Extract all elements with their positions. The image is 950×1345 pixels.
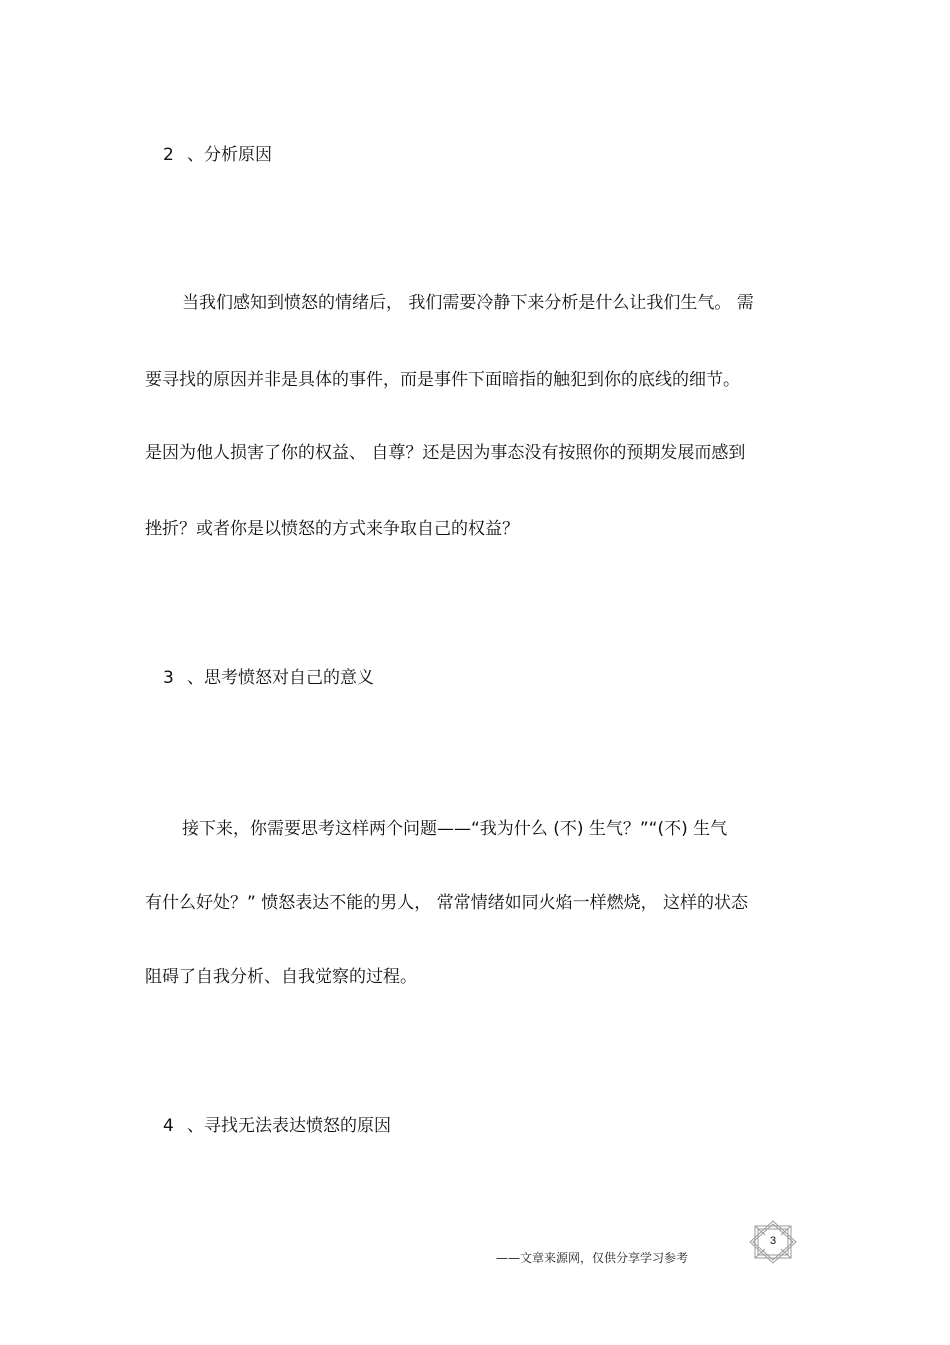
paragraph-line: 接下来，你需要思考这样两个问题——“我为什么 (不) 生气？”“(不) 生气 [182,819,728,839]
paragraph-line: 挫折？或者你是以愤怒的方式来争取自己的权益？ [145,519,519,539]
section-heading-2 [163,144,272,166]
page-number-badge [749,1220,797,1264]
page-number: 3 [769,1235,777,1247]
section-title: 、寻找无法表达愤怒的原因 [187,1116,391,1136]
paragraph-line: 当我们感知到愤怒的情绪后， 我们需要冷静下来分析是什么让我们生气。 需 [182,293,754,313]
section-title: 、分析原因 [187,145,272,165]
paragraph-line: 有什么好处？” 愤怒表达不能的男人， 常常情绪如同火焰一样燃烧， 这样的状态 [145,893,749,913]
section-heading-4 [163,1115,391,1137]
section-heading-3 [163,667,374,689]
paragraph-line: 是因为他人损害了你的权益、 自尊？还是因为事态没有按照你的预期发展而感到 [145,443,746,463]
section-title: 、思考愤怒对自己的意义 [187,668,374,688]
section-number: 3 [163,668,174,688]
footer-source-text: ——文章来源网，仅供分享学习参考 [496,1251,689,1265]
paragraph-line: 阻碍了自我分析、自我觉察的过程。 [145,967,417,987]
section-number: 2 [163,145,174,165]
paragraph-line: 要寻找的原因并非是具体的事件，而是事件下面暗指的触犯到你的底线的细节。 [145,370,740,390]
section-number: 4 [163,1116,174,1136]
